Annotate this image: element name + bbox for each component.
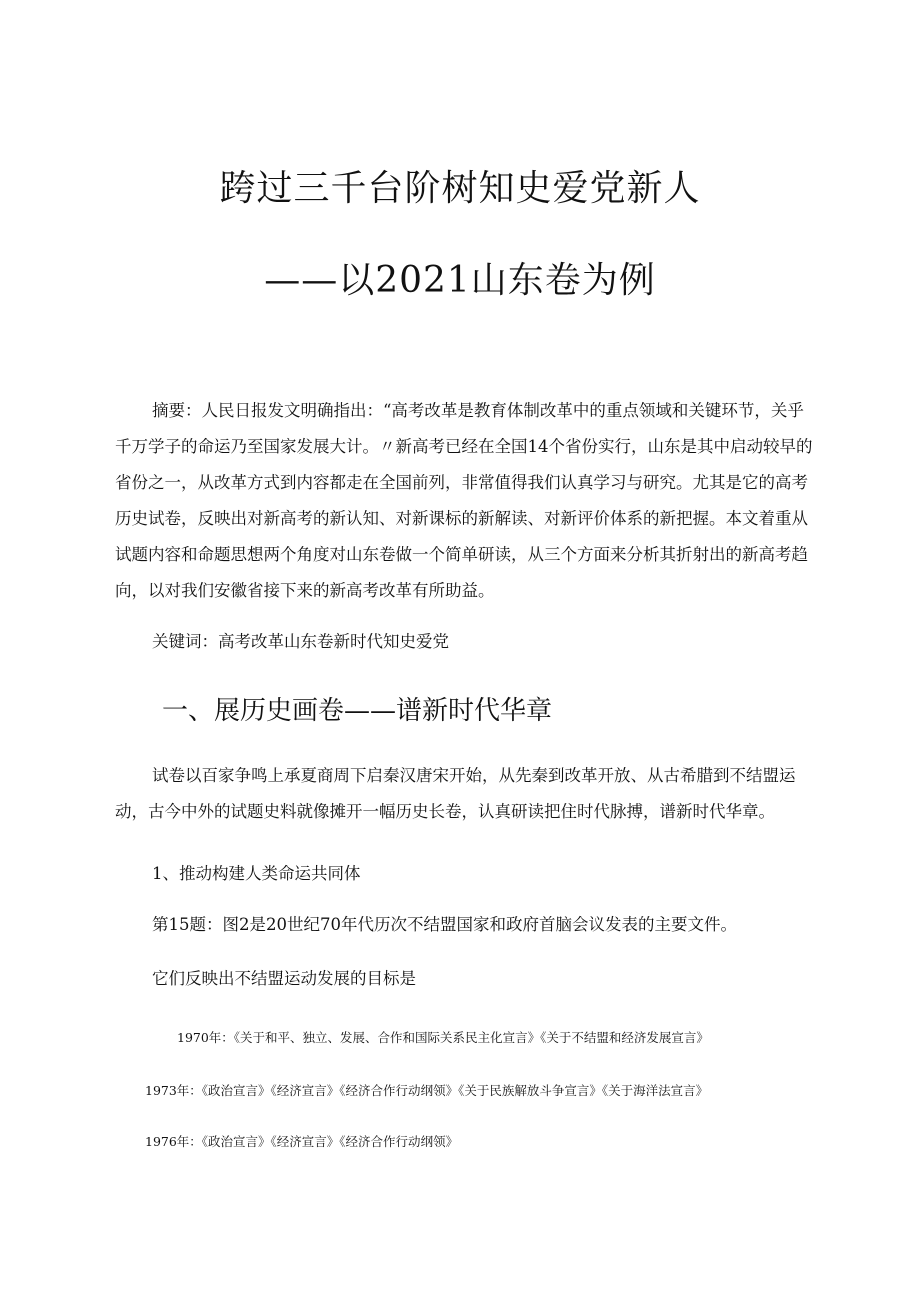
subsection-heading: 1、推动构建人类命运共同体 bbox=[152, 864, 361, 883]
section-paragraph: 试卷以百家争鸣上承夏商周下启秦汉唐宋开始，从先秦到改革开放、从古希腊到不结盟运动，古今中外的试题史料就像摊开一幅历史长卷，认真研读把住时代脉搏，谱新时代华章。 bbox=[115, 766, 796, 821]
document-list-item: 1973年：《政治宣言》《经济宣言》《经济合作行动纲领》《关于民族解放斗争宣言》《关于海洋法宣言》 bbox=[145, 1083, 709, 1098]
document-list-item: 1970年：《关于和平、独立、发展、合作和国际关系民主化宣言》《关于不结盟和经济发展宣言》 bbox=[177, 1030, 709, 1045]
abstract-paragraph: 摘要：人民日报发文明确指出：“高考改革是教育体制改革中的重点领域和关键环节，关乎千万学子的命运乃至国家发展大计。〃新高考已经在全国14个省份实行，山东是其中启动较早的省份之一，从改革方式到内容都走在全国前列，非常值得我们认真学习与研究。尤其是它的高考历史试卷，反映出对新高考的新认知、对新课标的新解读、对新评价体系的新把握。本文着重从试题内容和命题思想两个角度对山东卷做一个简单研读，从三个方面来分析其折射出的新高考趋向，以对我们安徽省接下来的新高考改革有所助益。 bbox=[115, 401, 813, 600]
document-list-item: 1976年：《政治宣言》《经济宣言》《经济合作行动纲领》 bbox=[145, 1134, 459, 1149]
section-heading: 一、展历史画卷——谱新时代华章 bbox=[162, 696, 553, 726]
keywords-line: 关键词：高考改革山东卷新时代知史爱党 bbox=[152, 632, 449, 651]
page-subtitle: ——以2021山东卷为例 bbox=[264, 260, 656, 301]
question-text: 第15题：图2是20世纪70年代历次不结盟国家和政府首脑会议发表的主要文件。 bbox=[152, 915, 737, 934]
question-continuation: 它们反映出不结盟运动发展的目标是 bbox=[152, 969, 416, 988]
page-title: 跨过三千台阶树知史爱党新人 bbox=[219, 168, 701, 209]
